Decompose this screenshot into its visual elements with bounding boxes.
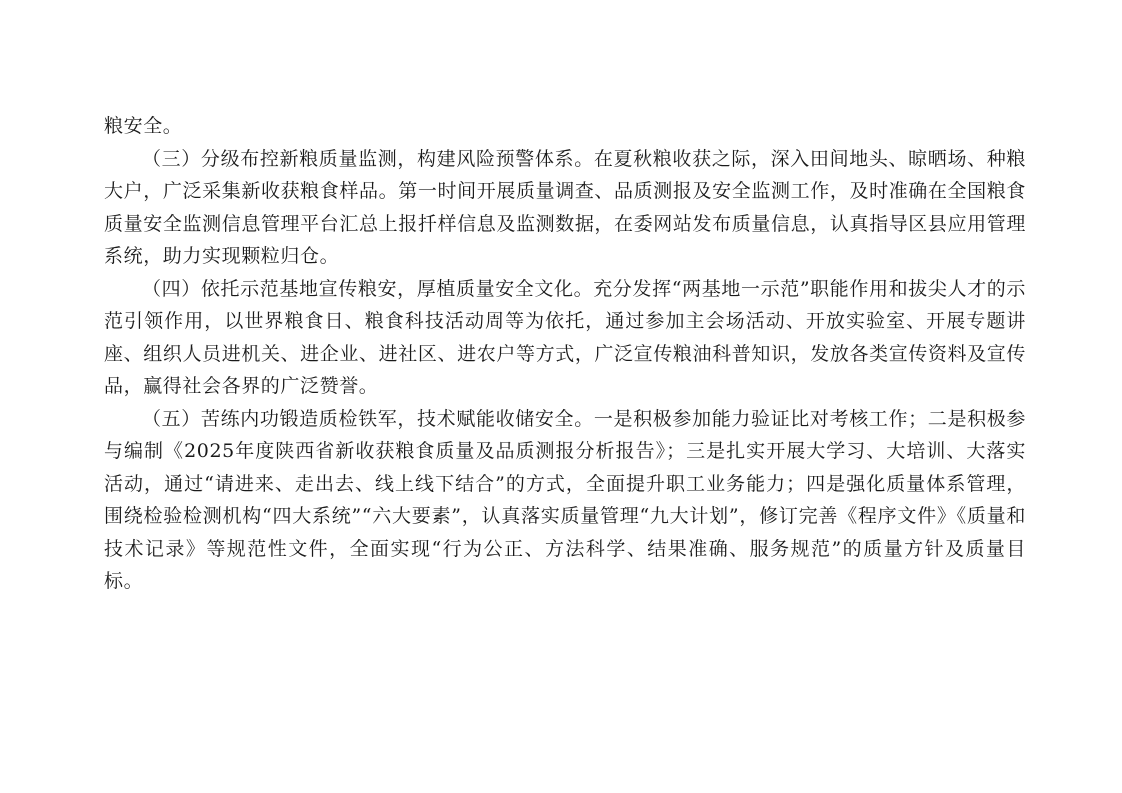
paragraph-continuation: 粮安全。 <box>104 115 183 137</box>
paragraph-section-five: （五）苦练内功锻造质检铁军，技术赋能收储安全。一是积极参加能力验证比对考核工作；二是积极参与编制《2025年度陕西省新收获粮食质量及品质测报分析报告》；三是扎实开展大学习、大培训、大落实活动，通过“请进来、走出去、线上线下结合”的方式，全面提升职工业务能力；四是强化质量体系管理，围绕检验检测机构“四大系统”“六大要素”，认真落实质量管理“九大计划”，修订完善《程序文件》《质量和技术记录》等规范性文件，全面实现“行为公正、方法科学、结果准确、服务规范”的质量方针及质量目标。 <box>104 407 1026 592</box>
paragraph-section-three: （三）分级布控新粮质量监测，构建风险预警体系。在夏秋粮收获之际，深入田间地头、晾晒场、种粮大户，广泛采集新收获粮食样品。第一时间开展质量调查、品质测报及安全监测工作，及时准确在全国粮食质量安全监测信息管理平台汇总上报扦样信息及监测数据，在委网站发布质量信息，认真指导区县应用管理系统，助力实现颗粒归仓。 <box>104 147 1026 267</box>
paragraph-section-four: （四）依托示范基地宣传粮安，厚植质量安全文化。充分发挥“两基地一示范”职能作用和拔尖人才的示范引领作用，以世界粮食日、粮食科技活动周等为依托，通过参加主会场活动、开放实验室、开展专题讲座、组织人员进机关、进企业、进社区、进农户等方式，广泛宣传粮油科普知识，发放各类宣传资料及宣传品，赢得社会各界的广泛赞誉。 <box>104 277 1026 397</box>
document-body <box>104 110 1026 598</box>
